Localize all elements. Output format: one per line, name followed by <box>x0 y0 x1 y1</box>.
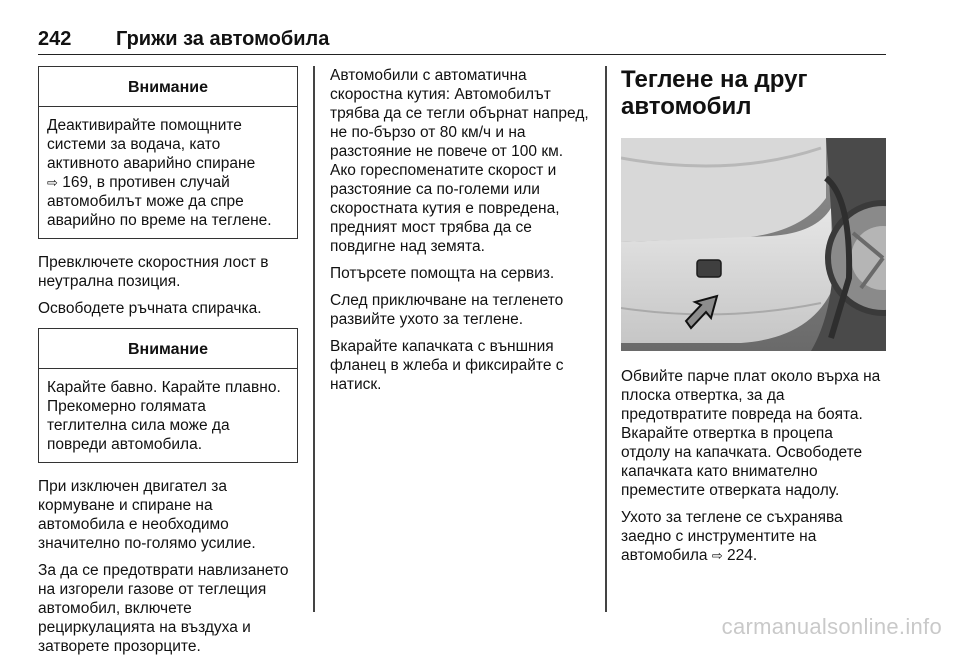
page-title: Грижи за автомобила <box>116 28 330 50</box>
text-line: на изгорели газове от теглещия <box>38 581 267 598</box>
text-line: Ухото за теглене се съхранява <box>621 509 843 526</box>
page-reference-icon: ⇨ <box>711 548 723 563</box>
section-heading <box>621 66 889 120</box>
warning-line: повреди автомобила. <box>47 436 202 453</box>
warning-text-2 <box>39 369 297 462</box>
text-line: фланец в жлеба и фиксирайте с <box>330 357 564 374</box>
text-line: развийте ухото за теглене. <box>330 311 524 328</box>
column-1 <box>38 66 298 664</box>
text-line: предният мост трябва да се <box>330 219 532 236</box>
warning-line: автомобилът може да спре <box>47 193 244 210</box>
warning-line: активното аварийно спиране <box>47 155 256 172</box>
text-line: Вкарайте капачката с външния <box>330 338 554 355</box>
warning-line: аварийно по време на теглене. <box>47 212 272 229</box>
column-3 <box>621 66 889 573</box>
warning-title-1: Внимание <box>39 67 297 107</box>
page-number: 242 <box>38 28 72 50</box>
warning-line <box>47 173 289 192</box>
tow-eye-cover-photo <box>621 138 886 351</box>
paragraph <box>330 264 600 283</box>
column-2 <box>330 66 600 402</box>
paragraph <box>38 477 298 553</box>
text-line: преместите отверката надолу. <box>621 482 840 499</box>
warning-line: системи за водача, като <box>47 136 221 153</box>
text-line: кормуване и спиране на <box>38 497 213 514</box>
column-divider <box>605 66 607 612</box>
text-line: Автомобили с автоматична <box>330 67 527 84</box>
paragraph <box>621 508 889 565</box>
warning-line-text: 169, в противен случай <box>62 174 230 191</box>
text-line: Превключете скоростния лост в <box>38 254 269 271</box>
text-line: Потърсете помощта на сервиз. <box>330 265 555 282</box>
paragraph <box>621 367 889 500</box>
text-line: След приключване на тегленето <box>330 292 564 309</box>
text-line: рециркулацията на въздуха и <box>38 619 251 636</box>
page-header <box>38 24 886 55</box>
warning-text-1 <box>39 107 297 238</box>
text-line: заедно с инструментите на <box>621 528 817 545</box>
paragraph <box>38 253 298 291</box>
warning-title-2: Внимание <box>39 329 297 369</box>
text-line: плоска отвертка, за да <box>621 387 785 404</box>
warning-box-2 <box>38 328 298 463</box>
paragraph <box>330 337 600 394</box>
text-line: Освободете ръчната спирачка. <box>38 300 262 317</box>
text-line: неутрална позиция. <box>38 273 181 290</box>
warning-line: теглителна сила може да <box>47 417 230 434</box>
text-line: За да се предотврати навлизането <box>38 562 289 579</box>
page-reference-icon: ⇨ <box>47 175 58 190</box>
text-line: автомобила е необходимо <box>38 516 229 533</box>
paragraph <box>38 299 298 318</box>
text-line: скоростна кутия: Автомобилът <box>330 86 551 103</box>
text-line: Ако гореспоменатите скорост и <box>330 162 557 179</box>
warning-line: Деактивирайте помощните <box>47 117 242 134</box>
text-line: затворете прозорците. <box>38 638 201 655</box>
warning-line: Прекомерно голямата <box>47 398 206 415</box>
text-line: значително по-голямо усилие. <box>38 535 256 552</box>
text-line: повдигне над земята. <box>330 238 485 255</box>
paragraph <box>330 291 600 329</box>
text-line: автомобил, включете <box>38 600 192 617</box>
text-line: Вкарайте отвертка в процепа <box>621 425 833 442</box>
text-line: скоростната кутия е повредена, <box>330 200 560 217</box>
text-line: не по-бързо от 80 км/ч и на <box>330 124 526 141</box>
text-line: автомобила ⇨ 224. <box>621 547 758 564</box>
text-line: разстояние са по-големи или <box>330 181 540 198</box>
warning-box-1 <box>38 66 298 239</box>
watermark: carmanualsonline.info <box>721 614 942 639</box>
text-line: натиск. <box>330 376 382 393</box>
column-divider <box>313 66 315 612</box>
text-line: При изключен двигател за <box>38 478 227 495</box>
text-line: Обвийте парче плат около върха на <box>621 368 881 385</box>
heading-line: автомобил <box>621 93 752 120</box>
warning-line: Карайте бавно. Карайте плавно. <box>47 379 281 396</box>
text-line: отдолу на капачката. Освободете <box>621 444 863 461</box>
paragraph <box>330 66 600 256</box>
text-line: трябва да се тегли обърнат напред, <box>330 105 589 122</box>
heading-line: Теглене на друг <box>621 66 808 93</box>
text-line: разстояние не повече от 100 км. <box>330 143 564 160</box>
text-line: предотвратите повреда на боята. <box>621 406 863 423</box>
text-line: капачката като внимателно <box>621 463 818 480</box>
